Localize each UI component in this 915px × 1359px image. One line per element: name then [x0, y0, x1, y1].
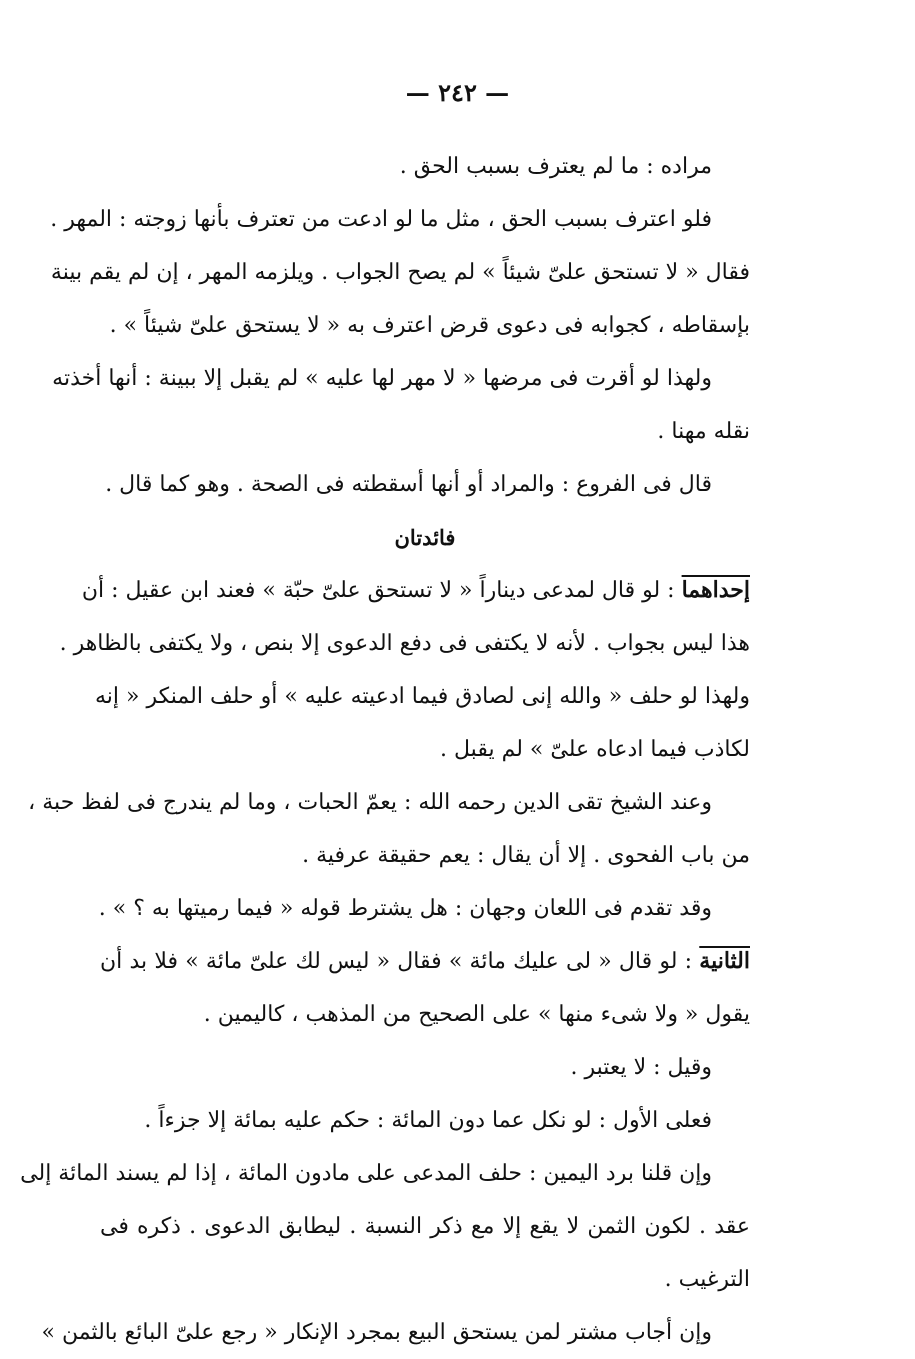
text-line: [100, 1200, 750, 1253]
text-line: [95, 670, 750, 723]
text-line: [100, 299, 750, 352]
text-body: [20, 140, 751, 1359]
paragraph-lead-word: إحداهما: [681, 577, 750, 603]
text-line-content: فلو اعترف بسبب الحق ، مثل ما لو ادعت من تعترف بأنها زوجته : المهر .: [50, 207, 712, 232]
text-line-content: بإسقاطه ، كجوابه فى دعوى قرض اعترف به « لا يستحق علىّ شيئاً » .: [109, 313, 750, 338]
text-line-content: لكاذب فيما ادعاه علىّ » لم يقبل .: [440, 737, 750, 762]
text-line-content: وإن قلنا برد اليمين : حلف المدعى على مادون المائة ، إذا لم يسند المائة إلى: [20, 1161, 712, 1186]
text-line-content: الترغيب .: [664, 1267, 750, 1292]
section-heading: [100, 511, 750, 564]
text-line: [41, 1306, 750, 1359]
text-line-content: مراده : ما لم يعترف بسبب الحق .: [399, 154, 712, 179]
text-line-content: ولهذا لو أقرت فى مرضها « لا مهر لها عليه » لم يقبل إلا ببينة : أنها أخذته: [52, 366, 712, 391]
text-line: [100, 882, 750, 935]
text-line-content: فقال « لا تستحق علىّ شيئاً » لم يصح الجواب . ويلزمه المهر ، إن لم يقم بينة: [50, 260, 750, 285]
text-line-content: يقول « ولا شىء منها » على الصحيح من المذهب ، كاليمين .: [203, 1002, 750, 1027]
text-line-content: من باب الفحوى . إلا أن يقال : يعم حقيقة عرفية .: [302, 843, 750, 868]
text-line-content: فائدتان: [394, 525, 456, 550]
text-line-content: وقيل : لا يعتبر .: [570, 1055, 712, 1080]
text-line-content: : لو قال « لى عليك مائة » فقال « ليس لك علىّ مائة » فلا بد أن: [100, 949, 700, 974]
text-line-content: هذا ليس بجواب . لأنه لا يكتفى فى دفع الدعوى إلا بنص ، ولا يكتفى بالظاهر .: [59, 631, 750, 656]
text-line: [100, 458, 750, 511]
text-line: [100, 935, 750, 988]
text-line-content: وعند الشيخ تقى الدين رحمه الله : يعمّ الحبات ، وما لم يندرج فى لفظ حبة ،: [28, 790, 712, 815]
page-number: — ٢٤٢ —: [405, 78, 510, 107]
text-line: [100, 723, 750, 776]
text-line: [28, 776, 750, 829]
text-line: [100, 1253, 750, 1306]
text-line: [59, 617, 750, 670]
text-line: [100, 1041, 750, 1094]
text-line: [100, 829, 750, 882]
text-line: [100, 140, 750, 193]
text-line: [100, 405, 750, 458]
text-line: [20, 1147, 750, 1200]
text-line-content: قال فى الفروع : والمراد أو أنها أسقطته فى الصحة . وهو كما قال .: [105, 472, 712, 497]
text-line-content: فعلى الأول : لو نكل عما دون المائة : حكم عليه بمائة إلا جزءاً .: [144, 1108, 712, 1133]
text-line-content: وقد تقدم فى اللعان وجهان : هل يشترط قوله « فيما رميتها به ؟ » .: [98, 896, 712, 921]
paragraph-lead-word: الثانية: [699, 948, 750, 974]
text-line: [100, 1094, 750, 1147]
text-line-content: عقد . لكون الثمن لا يقع إلا مع ذكر النسبة . ليطابق الدعوى . ذكره فى: [100, 1214, 751, 1239]
text-line-content: نقله مهنا .: [657, 419, 750, 444]
text-line-content: : لو قال لمدعى ديناراً « لا تستحق علىّ حبّة » فعند ابن عقيل : أن: [81, 578, 682, 603]
text-line: [52, 352, 750, 405]
text-line-content: ولهذا لو حلف « والله إنى لصادق فيما ادعيته عليه » أو حلف المنكر « إنه: [95, 684, 750, 709]
text-line: [50, 246, 750, 299]
text-line: [100, 988, 750, 1041]
text-line: [50, 193, 750, 246]
text-line-content: وإن أجاب مشتر لمن يستحق البيع بمجرد الإنكار « رجع علىّ البائع بالثمن »: [41, 1320, 712, 1345]
text-line: [81, 564, 750, 617]
